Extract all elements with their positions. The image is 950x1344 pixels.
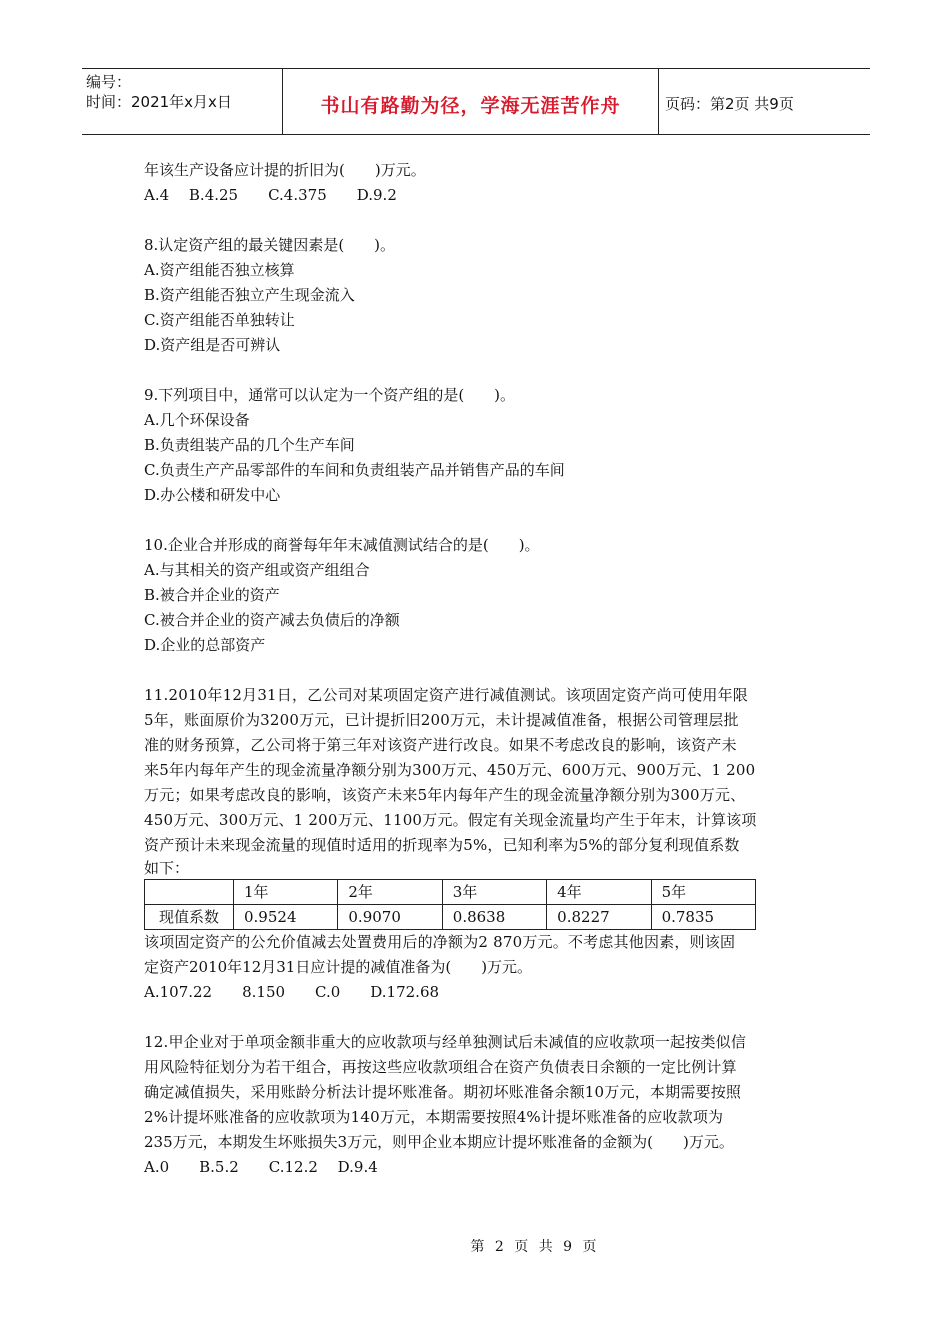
option: D.资产组是否可辨认 (144, 336, 281, 354)
question-8 (144, 233, 824, 358)
table-cell: 1年 (234, 880, 338, 905)
page-footer: 第 2 页 共 9 页 (470, 1239, 600, 1255)
option: C.资产组能否单独转让 (144, 311, 295, 329)
option: D.办公楼和研发中心 (144, 486, 281, 504)
question-stem-line: 12.甲企业对于单项金额非重大的应收款项与经单独测试后未减值的应收款项一起按类似信 (144, 1033, 747, 1051)
table-cell: 3年 (442, 880, 546, 905)
header-page-info: 页码：第2页 共9页 (665, 95, 794, 113)
question-stem-line: 用风险特征划分为若干组合，再按这些应收款项组合在资产负债表日余额的一定比例计算 (144, 1058, 737, 1076)
table-cell: 现值系数 (145, 905, 234, 930)
question-10 (144, 533, 824, 658)
question-12 (144, 1030, 824, 1180)
question-stem-line: 450万元、300万元、1 200万元、1100万元。假定有关现金流量均产生于年末，计算该项 (144, 811, 757, 829)
table-cell: 5年 (651, 880, 755, 905)
question-11 (144, 683, 824, 1005)
header-divider (658, 69, 659, 134)
date-label: 时间：2021年x月x日 (86, 93, 232, 111)
option: B.资产组能否独立产生现金流入 (144, 286, 355, 304)
option: A.与其相关的资产组或资产组组合 (144, 561, 370, 579)
table-cell: 0.8227 (547, 905, 651, 930)
header-motto: 书山有路勤为径，学海无涯苦作舟 (320, 95, 621, 117)
option: B.负责组装产品的几个生产车间 (144, 436, 355, 454)
page-header (82, 68, 870, 135)
question-text: 年该生产设备应计提的折旧为( )万元。 (144, 161, 426, 179)
question-stem-line: 来5年内每年产生的现金流量净额分别为300万元、450万元、600万元、900万元、1 200 (144, 761, 756, 779)
table-row (145, 905, 756, 930)
question-stem-line: 确定减值损失，采用账龄分析法计提坏账准备。期初坏账准备余额10万元，本期需要按照 (144, 1083, 742, 1101)
question-9 (144, 383, 824, 508)
question-stem-line: 235万元，本期发生坏账损失3万元，则甲企业本期应计提坏账准备的金额为( )万元。 (144, 1133, 734, 1151)
question-stem: 10.企业合并形成的商誉每年年末减值测试结合的是( )。 (144, 536, 540, 554)
table-cell: 0.7835 (651, 905, 755, 930)
table-cell: 0.8638 (442, 905, 546, 930)
table-cell: 0.9524 (234, 905, 338, 930)
table-header-row (145, 880, 756, 905)
option: A.资产组能否独立核算 (144, 261, 295, 279)
document-body (144, 158, 824, 1205)
option: A.几个环保设备 (144, 411, 250, 429)
question-stem-line: 万元；如果考虑改良的影响，该资产未来5年内每年产生的现金流量净额分别为300万元、 (144, 786, 746, 804)
question-options: A.107.22 8.150 C.0 D.172.68 (144, 983, 440, 1001)
question-stem-line: 2%计提坏账准备的应收款项为140万元，本期需要按照4%计提坏账准备的应收款项为 (144, 1108, 724, 1126)
question-options: A.0 B.5.2 C.12.2 D.9.4 (144, 1158, 378, 1176)
question-stem-line: 11.2010年12月31日，乙公司对某项固定资产进行减值测试。该项固定资产尚可使用年限 (144, 686, 749, 704)
option: B.被合并企业的资产 (144, 586, 280, 604)
question-stem-line: 定资产2010年12月31日应计提的减值准备为( )万元。 (144, 958, 533, 976)
code-label: 编号： (86, 73, 132, 91)
present-value-table (144, 879, 756, 930)
question-7-tail (144, 158, 824, 208)
option: C.负责生产产品零部件的车间和负责组装产品并销售产品的车间 (144, 461, 565, 479)
table-cell: 0.9070 (338, 905, 442, 930)
header-meta (86, 72, 284, 112)
question-stem-line: 准的财务预算，乙公司将于第三年对该资产进行改良。如果不考虑改良的影响，该资产未 (144, 736, 737, 754)
question-stem-line: 资产预计未来现金流量的现值时适用的折现率为5%，已知利率为5%的部分复利现值系数 (144, 836, 740, 854)
question-stem-line: 该项固定资产的公允价值减去处置费用后的净额为2 870万元。不考虑其他因素，则该固 (144, 933, 736, 951)
question-stem-line: 如下： (144, 859, 190, 877)
option: C.被合并企业的资产减去负债后的净额 (144, 611, 400, 629)
table-cell: 4年 (547, 880, 651, 905)
question-stem-line: 5年，账面原价为3200万元，已计提折旧200万元，未计提减值准备，根据公司管理层批 (144, 711, 739, 729)
option: D.企业的总部资产 (144, 636, 266, 654)
table-cell (145, 880, 234, 905)
question-stem: 9.下列项目中，通常可以认定为一个资产组的是( )。 (144, 386, 516, 404)
question-options: A.4 B.4.25 C.4.375 D.9.2 (144, 186, 397, 204)
table-cell: 2年 (338, 880, 442, 905)
question-stem: 8.认定资产组的最关键因素是( )。 (144, 236, 396, 254)
